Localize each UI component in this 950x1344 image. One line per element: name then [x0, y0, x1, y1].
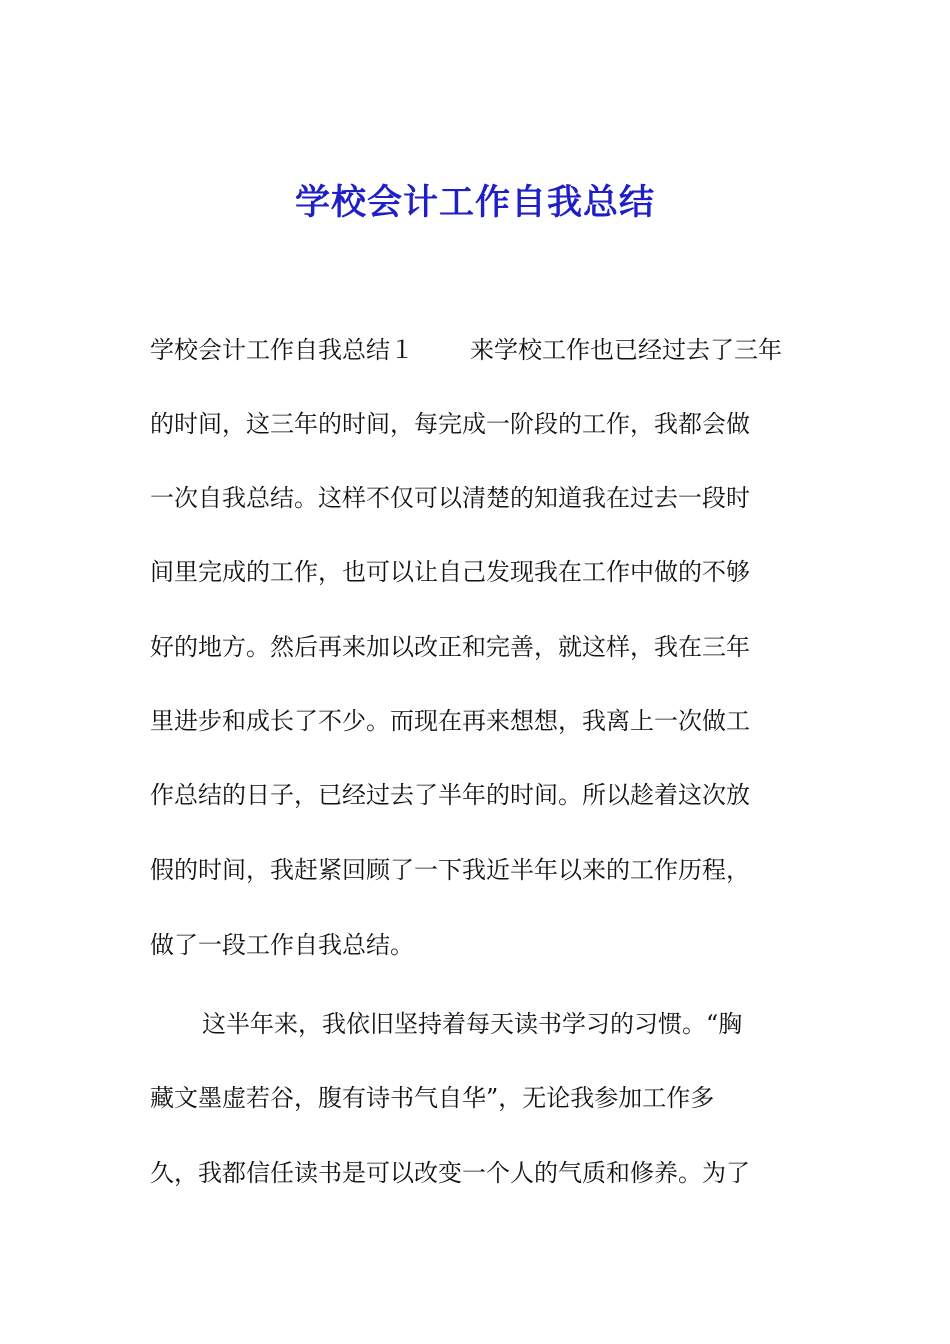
paragraph-line: 间里完成的工作，也可以让自己发现我在工作中做的不够	[150, 558, 750, 586]
document-title: 学校会计工作自我总结	[294, 182, 655, 223]
paragraph-line-text: 来学校工作也已经过去了三年	[470, 336, 782, 364]
paragraph-line: 里进步和成长了不少。而现在再来想想，我离上一次做工	[150, 707, 750, 735]
paragraph-line: 好的地方。然后再来加以改正和完善，就这样，我在三年	[150, 633, 750, 661]
paragraph-line: 作总结的日子，已经过去了半年的时间。所以趁着这次放	[150, 781, 750, 809]
paragraph-line: 的时间，这三年的时间，每完成一阶段的工作，我都会做	[150, 410, 750, 438]
paragraph-line	[150, 330, 782, 370]
inline-heading: 学校会计工作自我总结１	[150, 336, 414, 364]
paragraph-line: 藏文墨虚若谷，腹有诗书气自华”，无论我参加工作多	[150, 1084, 715, 1112]
paragraph-line: 做了一段工作自我总结。	[150, 931, 414, 959]
paragraph-line: 假的时间，我赶紧回顾了一下我近半年以来的工作历程，	[150, 856, 750, 884]
paragraph-line: 久，我都信任读书是可以改变一个人的气质和修养。为了	[150, 1159, 750, 1187]
paragraph-line: 这半年来，我依旧坚持着每天读书学习的习惯。“胸	[202, 1010, 743, 1038]
paragraph-line: 一次自我总结。这样不仅可以清楚的知道我在过去一段时	[150, 484, 750, 512]
